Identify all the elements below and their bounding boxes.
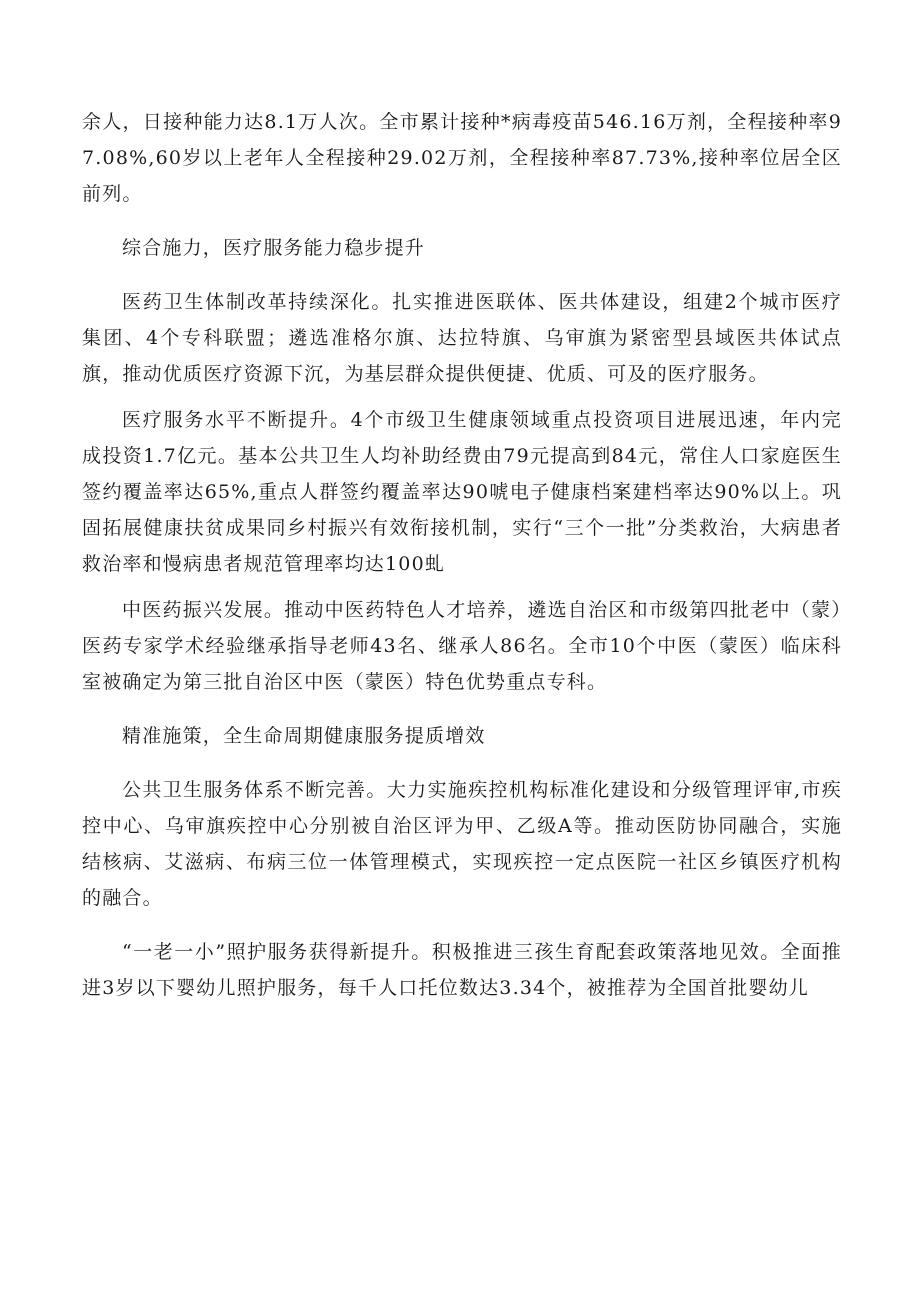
section-heading-lifecycle-health: 精准施策，全生命周期健康服务提质增效 — [122, 725, 486, 747]
document-body — [82, 104, 842, 1006]
paragraph-elderly-child-care: “一老一小”照护服务获得新提升。积极推进三孩生育配套政策落地见效。全面推进3岁以下婴幼儿照护服务，每千人口托位数达3.34个，被推荐为全国首批婴幼儿 — [82, 941, 842, 999]
paragraph-vaccination-summary: 余人，日接种能力达8.1万人次。全市累计接种*病毒疫苗546.16万剂，全程接种率97.08%,60岁以上老年人全程接种29.02万剂，全程接种率87.73%,接种率位居全区前列。 — [82, 111, 842, 205]
paragraph-health-reform: 医药卫生体制改革持续深化。扎实推进医联体、医共体建设，组建2个城市医疗集团、4个专科联盟；遴选准格尔旗、达拉特旗、乌审旗为紧密型县域医共体试点旗，推动优质医疗资源下沉，为基层群众提供便捷、优质、可及的医疗服务。 — [82, 291, 842, 385]
section-heading-medical-service: 综合施力，医疗服务能力稳步提升 — [122, 237, 426, 259]
paragraph-medical-service-level: 医疗服务水平不断提升。4个市级卫生健康领域重点投资项目进展迅速，年内完成投资1.7亿元。基本公共卫生人均补助经费由79元提高到84元，常住人口家庭医生签约覆盖率达65%,重点人群签约覆盖率达90唬电子健康档案建档率达90%以上。巩固拓展健康扶贫成果同乡村振兴有效衔接机制，实行“三个一批”分类救治，大病患者救治率和慢病患者规范管理率均达100虬 — [82, 409, 842, 575]
paragraph-tcm-development: 中医药振兴发展。推动中医药特色人才培养，遴选自治区和市级第四批老中（蒙）医药专家学术经验继承指导老师43名、继承人86名。全市10个中医（蒙医）临床科室被确定为第三批自治区中医（蒙医）特色优势重点专科。 — [82, 599, 842, 693]
paragraph-public-health-system: 公共卫生服务体系不断完善。大力实施疾控机构标准化建设和分级管理评审,市疾控中心、乌审旗疾控中心分别被自治区评为甲、乙级A等。推动医防协同融合，实施结核病、艾滋病、布病三位一体管理模式，实现疾控一定点医院一社区乡镇医疗机构的融合。 — [82, 779, 842, 909]
